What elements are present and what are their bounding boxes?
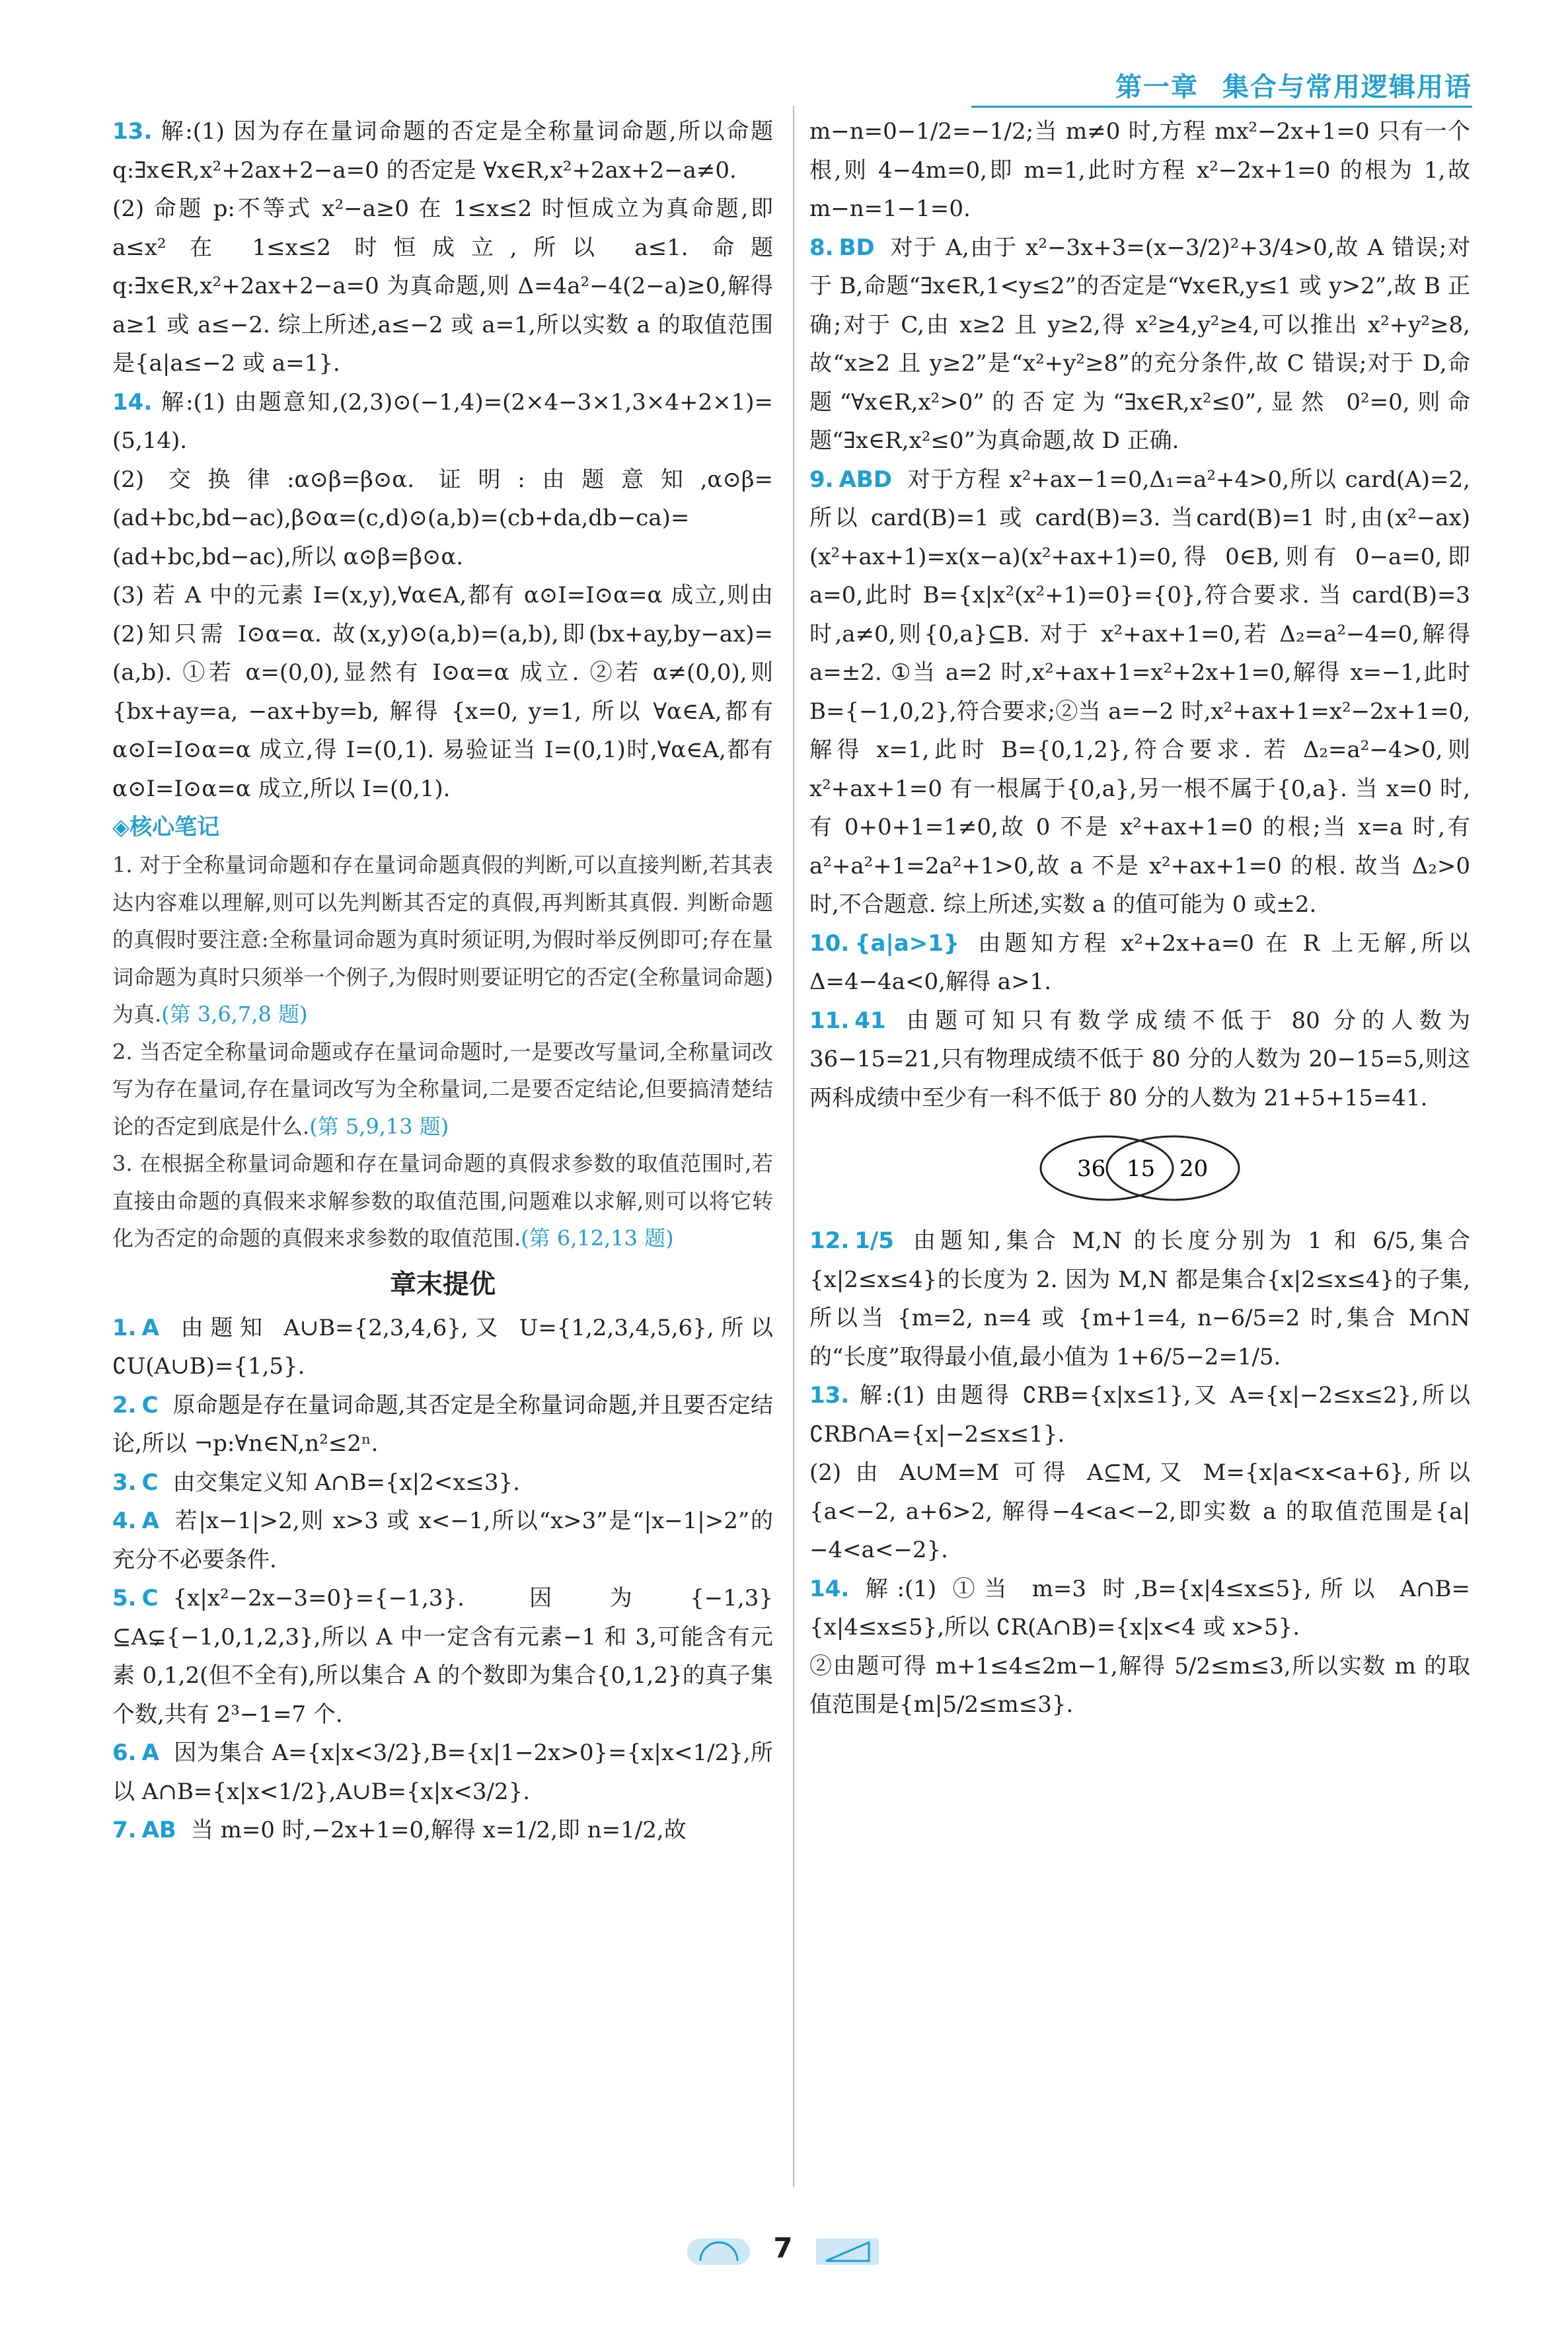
answer-10: 10. {a|a>1} 由题知方程 x²+2x+a=0 在 R 上无解,所以 Δ=4−4a<0,解得 a>1. <box>809 930 1470 995</box>
core-note-3: 3. 在根据全称量词命题和存在量词命题的真假求参数的取值范围时,若直接由命题的真假来求解参数的取值范围,问题难以求解,则可以将它转化为否定的命题的真假来求参数的取值范围.(第 6,12,13 题) <box>112 1151 773 1251</box>
answer-7-continued: m−n=0−1/2=−1/2;当 m≠0 时,方程 mx²−2x+1=0 只有一个根,则 4−4m=0,即 m=1,此时方程 x²−2x+1=0 的根为 1,故 m−n=1−1=0. <box>809 118 1470 222</box>
venn-left-value: 36 <box>1077 1156 1106 1182</box>
answer-5: 5. C {x|x²−2x−3=0}={−1,3}. 因为{−1,3}⊆A⊊{−1,0,1,2,3},所以 A 中一定含有元素−1 和 3,可能含有元素 0,1,2(但不全有),所以集合 A 的个数即为集合{0,1,2}的真子集个数,共有 2³−1=7 个. <box>112 1585 773 1728</box>
answer-14-part3: (3) 若 A 中的元素 I=(x,y),∀α∈A,都有 α⊙I=I⊙α=α 成立,则由(2)知只需 I⊙α=α. 故(x,y)⊙(a,b)=(a,b),即(bx+ay,by−ax)=(a,b). ①若 α=(0,0),显然有 I⊙α=α 成立. ②若 α≠(0,0),则 {bx+ay=a, −ax+by=b, 解得 {x=0, y=1, 所以 ∀α∈A,都有 α⊙I=I⊙α=α 成立,得 I=(0,1). 易验证当 I=(0,1)时,∀α∈A,都有 α⊙I=I⊙α=α 成立,所以 I=(0,1). <box>112 582 773 802</box>
answer-6: 6. A 因为集合 A={x|x<3/2},B={x|1−2x>0}={x|x<1/2},所以 A∩B={x|x<1/2},A∪B={x|x<3/2}. <box>112 1740 773 1805</box>
answer-9: 9. ABD 对于方程 x²+ax−1=0,Δ₁=a²+4>0,所以 card(A)=2,所以 card(B)=1 或 card(B)=3. 当card(B)=1 时,由(x²−ax)(x²+ax+1)=x(x−a)(x²+ax+1)=0,得 0∈B,则有 0−a=0,即 a=0,此时 B={x|x²(x²+1)=0}={0},符合要求. 当 card(B)=3 时,a≠0,则{0,a}⊆B. 对于 x²+ax+1=0,若 Δ₂=a²−4=0,解得 a=±2. ①当 a=2 时,x²+ax+1=x²+2x+1=0,解得 x=−1,此时 B={−1,0,2},符合要求;②当 a=−2 时,x²+ax+1=x²−2x+1=0,解得 x=1,此时 B={0,1,2},符合要求. 若 Δ₂=a²−4>0,则 x²+ax+1=0 有一根属于{0,a},另一根不属于{0,a}. 当 x=0 时,有 0+0+1=1≠0,故 0 不是 x²+ax+1=0 的根;当 x=a 时,有 a²+a²+1=2a²+1>0,故 a 不是 x²+ax+1=0 的根. 故当 Δ₂>0 时,不合题意. 综上所述,实数 a 的值可能为 0 或±2. <box>809 466 1470 918</box>
answer-4: 4. A 若|x−1|>2,则 x>3 或 x<−1,所以“x>3”是“|x−1|>2”的充分不必要条件. <box>112 1508 773 1573</box>
header-rule <box>971 106 1472 108</box>
answer-7: 7. AB 当 m=0 时,−2x+1=0,解得 x=1/2,即 n=1/2,故 <box>112 1817 687 1843</box>
column-divider <box>793 106 794 2187</box>
answer-3: 3. C 由交集定义知 A∩B={x|2<x≤3}. <box>112 1469 520 1496</box>
chapter-label: 第一章 <box>1115 72 1199 102</box>
answer-13-part2: (2) 命题 p:不等式 x²−a≥0 在 1≤x≤2 时恒成立为真命题,即 a≤x² 在 1≤x≤2 时恒成立,所以 a≤1. 命题 q:∃x∈R,x²+2ax+2−a=0 为真命题,则 Δ=4a²−4(2−a)≥0,解得 a≥1 或 a≤−2. 综上所述,a≤−2 或 a=1,所以实数 a 的取值范围是{a|a≤−2 或 a=1}. <box>112 196 773 377</box>
right-column <box>809 112 1470 1724</box>
venn-middle-value: 15 <box>1127 1156 1156 1182</box>
answer-11: 11. 41 由题可知只有数学成绩不低于 80 分的人数为 36−15=21,只有物理成绩不低于 80 分的人数为 20−15=5,则这两科成绩中至少有一科不低于 80 分的人数为 21+5+15=41. <box>809 1007 1470 1111</box>
chapter-title: 集合与常用逻辑用语 <box>1222 72 1472 102</box>
core-note-2: 2. 当否定全称量词命题或存在量词命题时,一是要改写量词,全称量词改写为存在量词,存在量词改写为全称量词,二是要否定结论,但要搞清楚结论的否定到底是什么.(第 5,9,13 题) <box>112 1039 773 1139</box>
left-column <box>112 112 773 1850</box>
page-header <box>1115 66 1472 104</box>
page-number: 7 <box>773 2232 793 2264</box>
answer-12: 12. 1/5 由题知,集合 M,N 的长度分别为 1 和 6/5,集合{x|2≤x≤4}的长度为 2. 因为 M,N 都是集合{x|2≤x≤4}的子集,所以当 {m=2, n=4 或 {m+1=4, n−6/5=2 时,集合 M∩N 的“长度”取得最小值,最小值为 1+6/5−2=1/5. <box>809 1228 1470 1370</box>
venn-diagram <box>1034 1132 1246 1204</box>
answer-14-b-part2: ②由题可得 m+1≤4≤2m−1,解得 5/2≤m≤3,所以实数 m 的取值范围是{m|5/2≤m≤3}. <box>809 1652 1470 1718</box>
answer-14: 14. 解:(1) 由题意知,(2,3)⊙(−1,4)=(2×4−3×1,3×4+2×1)=(5,14). <box>112 388 773 454</box>
answer-13-b-part2: (2) 由 A∪M=M 可得 A⊆M,又 M={x|a<x<a+6},所以 {a<−2, a+6>2, 解得−4<a<−2,即实数 a 的取值范围是{a|−4<a<−2}. <box>809 1459 1470 1563</box>
answer-8: 8. BD 对于 A,由于 x²−3x+3=(x−3/2)²+3/4>0,故 A 错误;对于 B,命题“∃x∈R,1<y≤2”的否定是“∀x∈R,y≤1 或 y>2”,故 B 正确;对于 C,由 x≥2 且 y≥2,得 x²≥4,y²≥4,可以推出 x²+y²≥8,故“x≥2 且 y≥2”是“x²+y²≥8”的充分条件,故 C 错误;对于 D,命题“∀x∈R,x²>0”的否定为“∃x∈R,x²≤0”,显然 0²=0,则命题“∃x∈R,x²≤0”为真命题,故 D 正确. <box>809 234 1470 454</box>
answer-13-b: 13. 解:(1) 由题得 ∁RB={x|x≤1},又 A={x|−2≤x≤2},所以 ∁RB∩A={x|−2≤x≤1}. <box>809 1382 1471 1448</box>
answer-13: 13. 解:(1) 因为存在量词命题的否定是全称量词命题,所以命题 q:∃x∈R,x²+2ax+2−a=0 的否定是 ∀x∈R,x²+2ax+2−a≠0. <box>112 118 773 184</box>
answer-1: 1. A 由题知 A∪B={2,3,4,6},又 U={1,2,3,4,5,6},所以 ∁U(A∪B)={1,5}. <box>112 1314 773 1380</box>
venn-right-value: 20 <box>1179 1156 1209 1182</box>
answer-14-part2: (2) 交换律:α⊙β=β⊙α. 证明:由题意知,α⊙β=(ad+bc,bd−ac),β⊙α=(c,d)⊙(a,b)=(cb+da,db−ca)=(ad+bc,bd−ac),所以 α⊙β=β⊙α. <box>112 466 773 570</box>
core-notes-title: ◈核心笔记 <box>112 814 220 840</box>
answer-2: 2. C 原命题是存在量词命题,其否定是全称量词命题,并且要否定结论,所以 ¬p:∀n∈N,n²≤2ⁿ. <box>112 1391 773 1457</box>
core-note-1: 1. 对于全称量词命题和存在量词命题真假的判断,可以直接判断,若其表达内容难以理解,则可以先判断其否定的真假,再判断其真假. 判断命题的真假时要注意:全称量词命题为真时须证明,为假时举反例即可;存在量词命题为真时只须举一个例子,为假时则要证明它的否定(全称量词命题)为真.(第 3,6,7,8 题) <box>112 852 773 1027</box>
page-footer <box>0 2227 1568 2273</box>
answer-14-b: 14. 解:(1) ①当 m=3 时,B={x|4≤x≤5},所以 A∩B={x|4≤x≤5},所以 ∁R(A∩B)={x|x<4 或 x>5}. <box>809 1575 1470 1641</box>
section-title: 章末提优 <box>390 1269 496 1300</box>
